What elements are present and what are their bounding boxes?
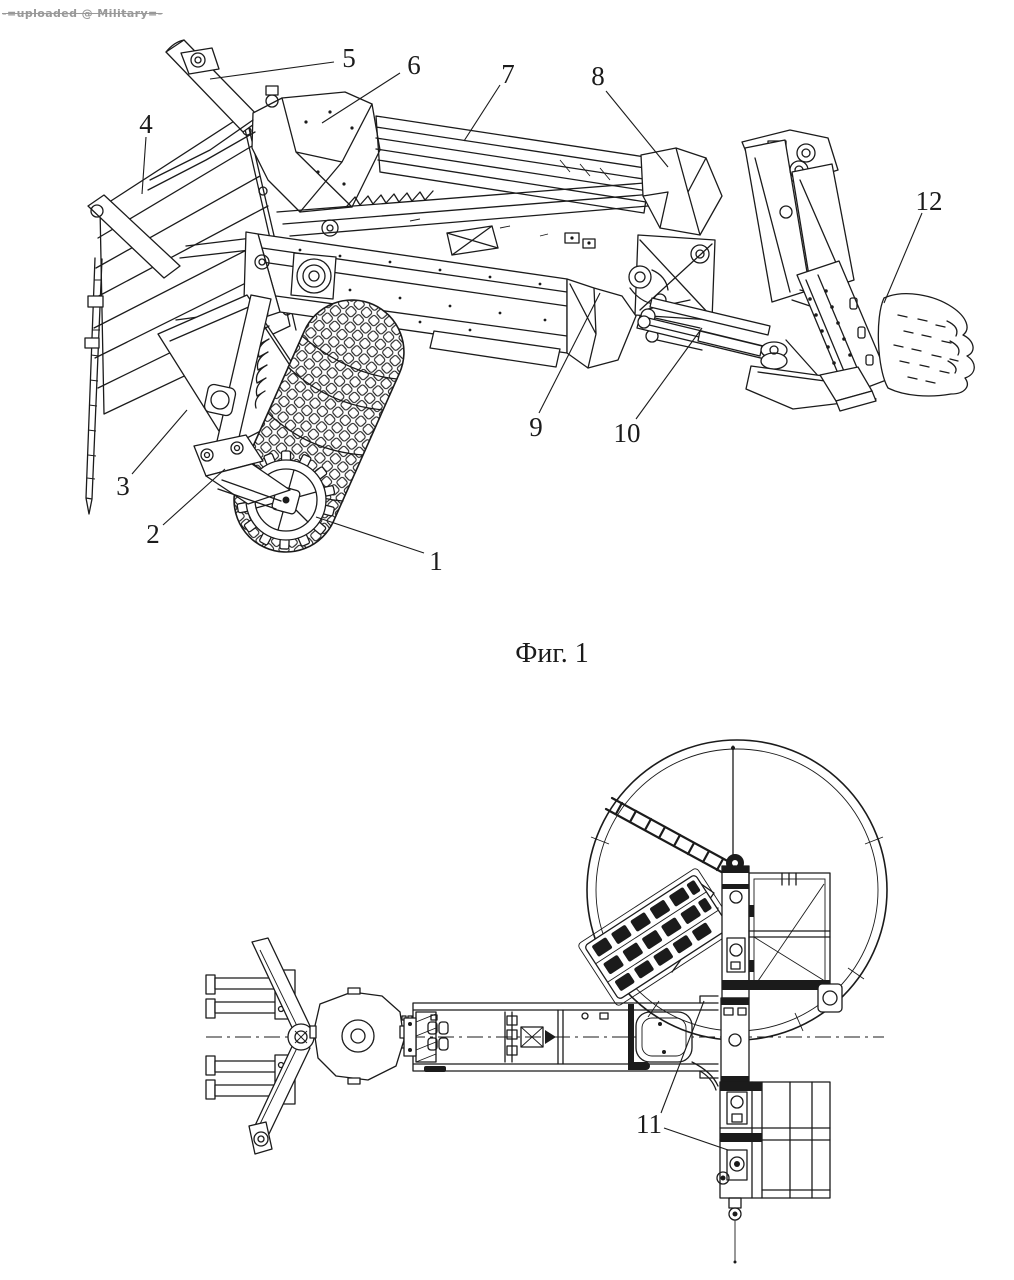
part-label-4: 4 bbox=[139, 109, 153, 139]
part-label-2: 2 bbox=[146, 519, 160, 549]
telescopic-rail-pack bbox=[376, 116, 652, 213]
part-label-11: 11 bbox=[636, 1109, 662, 1139]
magnet-module-array bbox=[577, 867, 736, 1006]
part-label-7: 7 bbox=[501, 59, 515, 89]
leader-line-10 bbox=[636, 328, 702, 419]
leader-line-4 bbox=[142, 137, 146, 194]
leader-line-1 bbox=[316, 517, 424, 553]
front-gearbox-cover bbox=[252, 86, 380, 212]
leader-line-11 bbox=[664, 1128, 728, 1150]
leader-line-12 bbox=[884, 213, 922, 303]
leader-line-5 bbox=[210, 62, 334, 79]
part-label-8: 8 bbox=[591, 61, 605, 91]
part-label-6: 6 bbox=[407, 50, 421, 80]
watermark: -=uploaded @ Military=- bbox=[2, 7, 163, 20]
rear-gearbox-cover bbox=[641, 148, 722, 235]
plow-fork-assembly bbox=[206, 938, 416, 1154]
part-label-1: 1 bbox=[429, 546, 443, 576]
part-label-10: 10 bbox=[613, 418, 641, 448]
part-label-5: 5 bbox=[342, 43, 356, 73]
part-label-9: 9 bbox=[529, 412, 543, 442]
figure2-drawing bbox=[206, 740, 887, 1264]
probe-lance bbox=[85, 258, 103, 514]
leader-line-3 bbox=[132, 410, 187, 474]
part-label-12: 12 bbox=[915, 186, 943, 216]
chassis-beam bbox=[402, 996, 718, 1090]
leader-line-2 bbox=[163, 469, 225, 525]
figure1-caption: Фиг. 1 bbox=[515, 638, 589, 669]
part-label-3: 3 bbox=[116, 471, 130, 501]
lifting-tube bbox=[166, 40, 261, 132]
figure1-drawing bbox=[85, 40, 974, 576]
lower-ladder-frame bbox=[717, 1082, 830, 1264]
